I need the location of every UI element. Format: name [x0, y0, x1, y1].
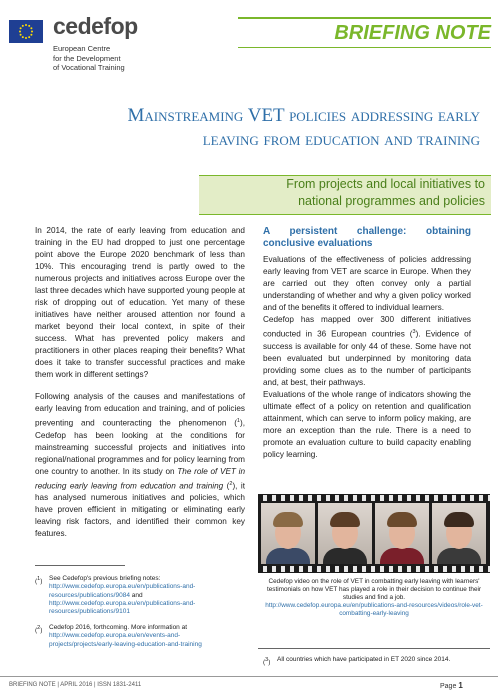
mapping-paragraph: Cedefop has mapped over 300 different initiatives conducted in 36 European countries ($^3$). Evidence of success is available for only 44 of these. Some have not been evaluated but underpinned by monitoring data providing some clues as to the number of participants and, at best, their pathways.	[263, 315, 472, 387]
study-paragraph: Following analysis of the causes and manifestations of early leaving from education and training, and of policies preventing and counteracting the phenomenon ($^1$), Cedefop has been looking at the conditions for mainstreaming successful projects and initiatives into regional/national programmes and for policy learning from one country to another. In its study on The role of VET in reducing early leaving from education and training ($^2$), it has analysed numerous initiatives and policies, which have proven efficient in mitigating or eliminating early leaving risk factors, and identified their common key features.	[35, 392, 245, 539]
footnote-link[interactable]: http://www.cedefop.europa.eu/en/events-and-projects/projects/early-leaving-education-and-training	[49, 632, 202, 648]
footnote-rule	[35, 565, 125, 566]
video-link[interactable]: http://www.cedefop.europa.eu/en/publications-and-resources/videos/role-vet-combatting-early-leaving	[265, 602, 483, 617]
footer-text: BRIEFING NOTE | APRIL 2016 | ISSN 1831-2411	[9, 682, 142, 688]
footnote-link[interactable]: http://www.cedefop.europa.eu/en/publications-and-resources/publications/9084	[49, 583, 196, 599]
organisation-name: European Centre for the Development of Vocational Training	[53, 44, 125, 72]
footnote-3: ($^3$) All countries which have participated in ET 2020 since 2014.	[263, 656, 451, 667]
cedefop-logo: cedefop	[53, 13, 138, 39]
learner-photo	[375, 503, 429, 564]
video-caption: Cedefop video on the role of VET in combatting early leaving with learners' testimonials on how VET has played a role in their decision to continue their studies and find a job. http://www.cedefop.europa.eu/en/publications-and-resources/videos/role-vet-combatting-early-leaving	[258, 578, 490, 618]
footnote-1: ($^1$) See Cedefop's previous briefing notes: http://www.cedefop.europa.eu/en/publications-and-resources/publications/9084 and http://www.cedefop.europa.eu/en/publications-and-resources/publications/9101	[35, 575, 196, 616]
footnote-link[interactable]: http://www.cedefop.europa.eu/en/publications-and-resources/publications/9101	[49, 599, 196, 616]
right-column	[263, 226, 471, 471]
page-title: Mainstreaming VET policies addressing early leaving from education and training	[127, 105, 480, 150]
intro-paragraph: In 2014, the rate of early leaving from education and training in the EU had dropped to just one percentage point above the Europe 2020 benchmark of less than 10%. This encouraging trend is partly owed to the numerous projects and initiatives across Europe over the last three decades which have supported young people at risk of dropping out of education. Yet many of these initiatives have neither aroused attention nor found a market beyond their local context, in spite of their success. What has prevented policy makers and practitioners in other places reaping their benefits? What does it take to transfer successful practices and make them work in different settings?	[35, 226, 245, 379]
learner-photo	[432, 503, 486, 564]
header-rule	[238, 17, 491, 19]
header-rule-bottom	[238, 47, 491, 48]
footer-rule	[0, 676, 498, 677]
left-column	[35, 225, 245, 550]
footnote-rule	[258, 648, 490, 649]
section-heading: A persistent challenge: obtaining conclusive evaluations	[263, 226, 471, 249]
page-number: Page 1	[440, 681, 463, 690]
learner-photo	[261, 503, 315, 564]
footnote-2: ($^2$) Cedefop 2016, forthcoming. More information at http://www.cedefop.europa.eu/en/events-and-projects/projects/early-leaving-education-and-training	[35, 624, 202, 648]
learner-photo	[318, 503, 372, 564]
eu-flag-logo	[9, 20, 43, 43]
doc-type-label: BRIEFING NOTE	[334, 22, 491, 44]
subtitle: From projects and local initiatives to national programmes and policies	[286, 177, 485, 208]
evaluation-paragraph: Evaluations of the effectiveness of policies addressing early leaving from VET are scarce in Europe. When they are carried out they often convey only a partial understanding of whether and why a given policy worked and of the benefits it offered to individual learners.	[263, 255, 471, 312]
indicators-paragraph: Evaluations of the whole range of indicators showing the ultimate effect of a policy on retention and qualification attainment, which can serve to inform policy making, are more an exception than the rule. There is a need to promote an evaluation culture to build capacity enabling policy learning.	[263, 389, 471, 459]
video-thumbnail[interactable]	[258, 494, 490, 573]
